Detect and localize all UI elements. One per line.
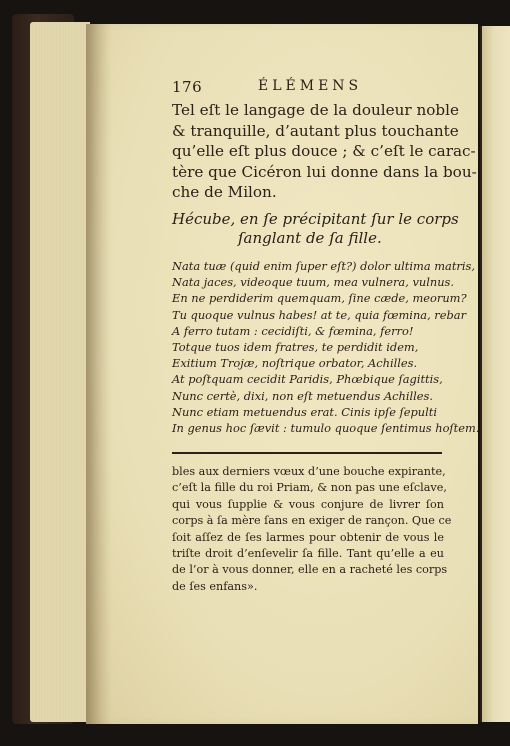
footnote-text <box>172 464 452 595</box>
running-head <box>172 78 444 98</box>
prose-line: che de Milon. <box>172 183 277 202</box>
page-number: 176 <box>172 78 203 96</box>
verse-line: At poſtquam cecidit Paridis, Phœbique ſagittis, <box>172 372 443 387</box>
facing-page-edge <box>480 26 510 722</box>
heading-line: Hécube, en ſe précipitant ſur le corps <box>172 210 459 228</box>
verse-line: A ferro tutam : cecidiſti, & fœmina, ferro! <box>172 323 414 338</box>
note-line: corps à ſa mère ſans en exiger de rançon. Que ce <box>172 514 452 528</box>
verse-heading <box>172 210 459 248</box>
prose-line: tère que Cicéron lui donne dans la bou- <box>172 162 477 181</box>
running-title: ÉLÉMENS <box>258 78 363 94</box>
note-line: de l’or à vous donner, elle en a racheté les corps <box>172 563 448 577</box>
verse-line: In genus hoc ſævit : tumulo quoque ſentimus hoſtem. <box>172 421 480 436</box>
verse-line: Nunc etiam metuendus erat. Cinis ipſe ſepulti <box>172 404 437 419</box>
heading-line: ſanglant de ſa fille. <box>238 229 382 247</box>
footnote-rule <box>172 452 442 454</box>
latin-verse <box>172 258 480 436</box>
page-edges <box>30 22 90 722</box>
note-line: c’eſt la fille du roi Priam, & non pas une eſclave, <box>172 481 447 495</box>
verse-line: Nata jaces, videoque tuum, mea vulnera, vulnus. <box>172 275 455 290</box>
prose-line: Tel eſt le langage de la douleur noble <box>172 101 459 119</box>
note-line: ſoit aſſez de ſes larmes pour obtenir de vous le <box>172 530 444 544</box>
verse-line: Nunc certè, dixi, non eſt metuendus Achilles. <box>172 388 434 403</box>
photo-bottom-edge <box>0 724 510 746</box>
gutter-shadow <box>86 24 112 724</box>
note-line: de ſes enfans». <box>172 579 258 593</box>
verse-line: Tu quoque vulnus habes! at te, quia fœmina, rebar <box>172 307 467 322</box>
prose-paragraph <box>172 100 477 203</box>
verse-line: Totque tuos idem fratres, te perdidit idem, <box>172 340 419 355</box>
verse-line: En ne perdiderim quemquam, ſine cæde, meorum? <box>172 291 467 306</box>
verse-line: Nata tuæ (quid enim ſuper eſt?) dolor ultima matris, <box>172 259 475 273</box>
prose-line: & tranquille, d’autant plus touchante <box>172 121 459 140</box>
note-line: triſte droit d’enſevelir ſa fille. Tant qu’elle a eu <box>172 547 444 561</box>
note-line: qui vous ſupplie & vous conjure de livrer ſon <box>172 497 444 511</box>
note-line: bles aux derniers vœux d’une bouche expirante, <box>172 465 446 478</box>
prose-line: qu’elle eſt plus douce ; & c’eſt le carac- <box>172 142 476 161</box>
verse-line: Exitium Trojæ, noſtrique orbator, Achilles. <box>172 356 418 371</box>
